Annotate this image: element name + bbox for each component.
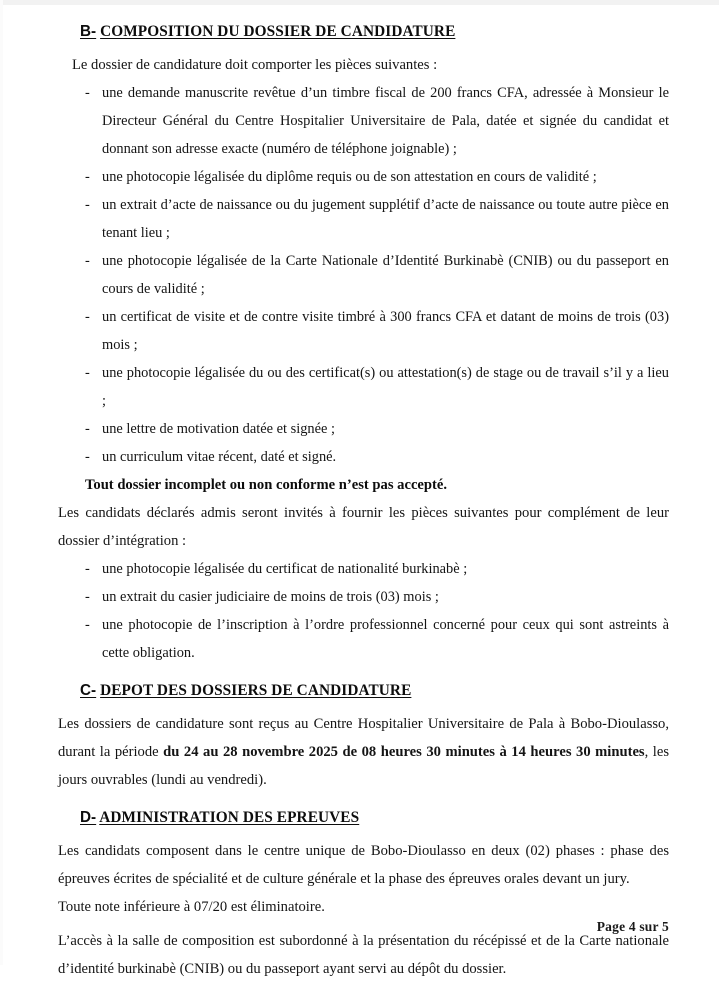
dash-bullet-icon: - <box>85 253 90 270</box>
section-c-paragraph <box>58 710 669 794</box>
section-d-paragraph-3: L’accès à la salle de composition est subordonné à la présentation du récépissé et de la Carte nationale d’identité burkinabè (CNIB) ou du passeport ayant servi au dépôt du dossier. <box>58 933 669 978</box>
dash-bullet-icon: - <box>85 85 90 102</box>
list-item-text: une photocopie légalisée du ou des certificat(s) ou attestation(s) de stage ou de travail s’il y a lieu ; <box>102 365 669 410</box>
section-marker-c: C- <box>80 682 97 700</box>
dash-bullet-icon: - <box>85 449 90 466</box>
dash-bullet-icon: - <box>85 589 90 606</box>
list-item-text: un extrait d’acte de naissance ou du jugement supplétif d’acte de naissance ou toute autre pièce en tenant lieu ; <box>102 197 669 242</box>
list-item-text: une demande manuscrite revêtue d’un timbre fiscal de 200 francs CFA, adressée à Monsieur le Directeur Général du Centre Hospitalier Universitaire de Pala, datée et signée du candidat et donnant son adresse exacte (numéro de téléphone joignable) ; <box>102 85 669 158</box>
dash-bullet-icon: - <box>85 617 90 634</box>
list-item <box>58 191 669 247</box>
list-item <box>58 303 669 359</box>
dash-bullet-icon: - <box>85 365 90 382</box>
list-item <box>58 79 669 163</box>
section-c-dates-bold: du 24 au 28 novembre 2025 de 08 heures 30 minutes à 14 heures 30 minutes <box>163 744 645 761</box>
dash-bullet-icon: - <box>85 421 90 438</box>
page-number-footer: Page 4 sur 5 <box>596 919 669 934</box>
list-item-text: un curriculum vitae récent, daté et signé. <box>102 449 337 466</box>
section-b-intro: Le dossier de candidature doit comporter les pièces suivantes : <box>72 57 438 74</box>
dash-bullet-icon: - <box>85 309 90 326</box>
section-d-paragraph-1: Les candidats composent dans le centre unique de Bobo-Dioulasso en deux (02) phases : phase des épreuves écrites de spécialité et de culture générale et la phase des épreuves orales devant un jury. <box>58 843 669 888</box>
section-title-b: COMPOSITION DU DOSSIER DE CANDIDATURE <box>100 23 456 40</box>
list-item-text: une photocopie légalisée du diplôme requis ou de son attestation en cours de validité ; <box>102 169 597 186</box>
list-item-text: une photocopie légalisée du certificat de nationalité burkinabè ; <box>102 561 468 578</box>
list-item-text: un extrait du casier judiciaire de moins de trois (03) mois ; <box>102 589 439 606</box>
section-heading-c <box>58 681 669 700</box>
list-item-text: une photocopie de l’inscription à l’ordre professionnel concerné pour ceux qui sont astreints à cette obligation. <box>102 617 669 662</box>
list-item <box>58 611 669 667</box>
section-marker-b: B- <box>80 23 97 40</box>
section-c-text-before: Les dossiers de candidature sont reçus au Centre Hospitalier Universitaire de Pala à Bobo-Dioulasso, durant la période <box>58 716 669 761</box>
list-item <box>58 247 669 303</box>
list-item <box>58 163 669 191</box>
section-title-c: DEPOT DES DOSSIERS DE CANDIDATURE <box>100 682 412 700</box>
list-item <box>58 415 669 443</box>
list-item-text: une lettre de motivation datée et signée ; <box>102 421 335 438</box>
section-heading-b <box>58 22 669 41</box>
dash-bullet-icon: - <box>85 197 90 214</box>
list-item <box>58 555 669 583</box>
section-b-second-intro: Les candidats déclarés admis seront invités à fournir les pièces suivantes pour complément de leur dossier d’intégration : <box>58 505 669 550</box>
section-marker-d: D- <box>80 809 97 827</box>
section-b-pieces-list <box>58 79 669 471</box>
list-item-text: un certificat de visite et de contre visite timbré à 300 francs CFA et datant de moins de trois (03) mois ; <box>102 309 669 354</box>
list-item <box>58 443 669 471</box>
dash-bullet-icon: - <box>85 561 90 578</box>
section-b-complement-list <box>58 555 669 667</box>
section-b-emphasis-note: Tout dossier incomplet ou non conforme n’est pas accepté. <box>85 477 447 494</box>
section-d-paragraph-2: Toute note inférieure à 07/20 est éliminatoire. <box>58 899 325 916</box>
section-title-d: ADMINISTRATION DES EPREUVES <box>99 809 360 827</box>
list-item <box>58 359 669 415</box>
dash-bullet-icon: - <box>85 169 90 186</box>
section-c-text-after: , les jours ouvrables (lundi au vendredi). <box>58 744 669 789</box>
list-item <box>58 583 669 611</box>
list-item-text: une photocopie légalisée de la Carte Nationale d’Identité Burkinabè (CNIB) ou du passeport en cours de validité ; <box>102 253 669 298</box>
section-heading-d <box>58 808 669 827</box>
